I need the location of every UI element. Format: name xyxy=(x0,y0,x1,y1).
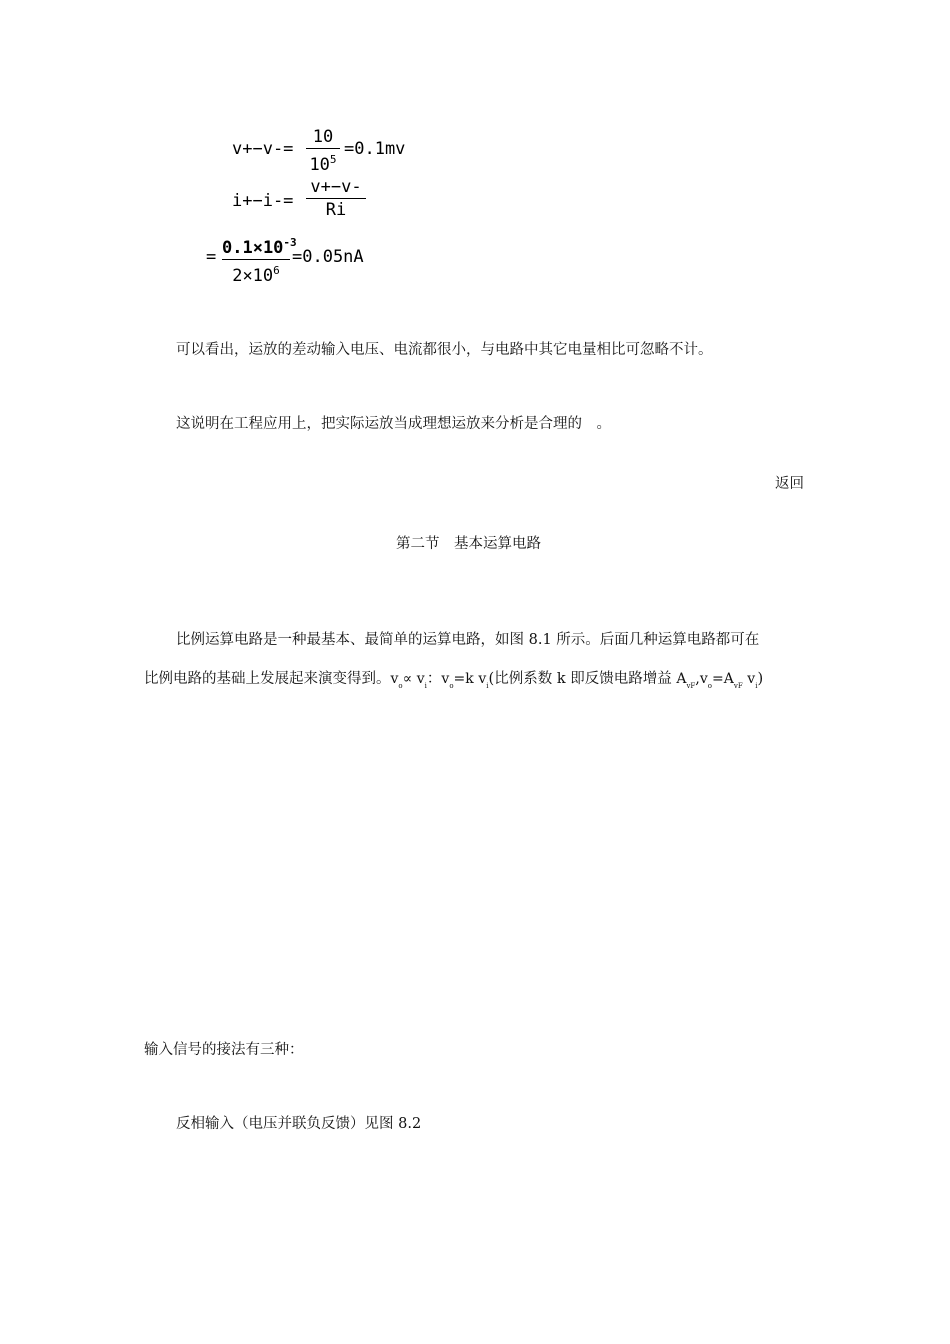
eq3-denominator: $2\times 10^6$ xyxy=(232,264,280,286)
paragraph-conclusion-1: 可以看出，运放的差动输入电压、电流都很小，与电路中其它电量相比可忽略不计。 xyxy=(176,342,713,358)
equation-2 xyxy=(232,176,372,228)
equation-1 xyxy=(232,126,422,174)
eq2-fraction xyxy=(306,176,366,221)
equation-3 xyxy=(206,232,406,286)
eq3-lhs: = xyxy=(206,247,217,267)
eq1-fraction xyxy=(306,126,340,176)
eq2-denominator: Ri xyxy=(325,200,347,220)
eq1-denominator: $10^5$ xyxy=(309,153,337,175)
paragraph-input-methods: 输入信号的接法有三种： xyxy=(144,1042,304,1058)
eq3-numerator: $0.1\times 10^{-3}$ xyxy=(222,236,297,258)
paragraph-proportional-line-2: 比例电路的基础上发展起来演变得到。$v_o\propto v_i$：$v_o=k$ $v_i$(比例系数 k 即反馈电路增益 $A_{vF},v_o=A_{vF}$ $v_i$) xyxy=(144,671,764,690)
eq1-rhs: =0.1mv xyxy=(344,139,406,159)
paragraph-conclusion-2: 这说明在工程应用上，把实际运放当成理想运放来分析是合理的 。 xyxy=(176,416,611,432)
eq1-lhs: v+−v-= xyxy=(232,139,294,159)
eq3-rhs: =0.05nA xyxy=(292,247,364,267)
paragraph-inverting-input: 反相输入（电压并联负反馈）见图 8.2 xyxy=(176,1116,422,1132)
eq2-lhs: i+−i-= xyxy=(232,191,294,211)
paragraph-proportional-line-1: 比例运算电路是一种最基本、最简单的运算电路，如图 8.1 所示。后面几种运算电路都可在 xyxy=(176,632,760,648)
eq1-numerator: 10 xyxy=(312,127,334,147)
eq2-numerator: v+−v- xyxy=(310,177,362,197)
eq3-fraction xyxy=(222,232,297,287)
section-title: 第二节 基本运算电路 xyxy=(396,536,541,552)
back-link[interactable]: 返回 xyxy=(775,476,804,492)
